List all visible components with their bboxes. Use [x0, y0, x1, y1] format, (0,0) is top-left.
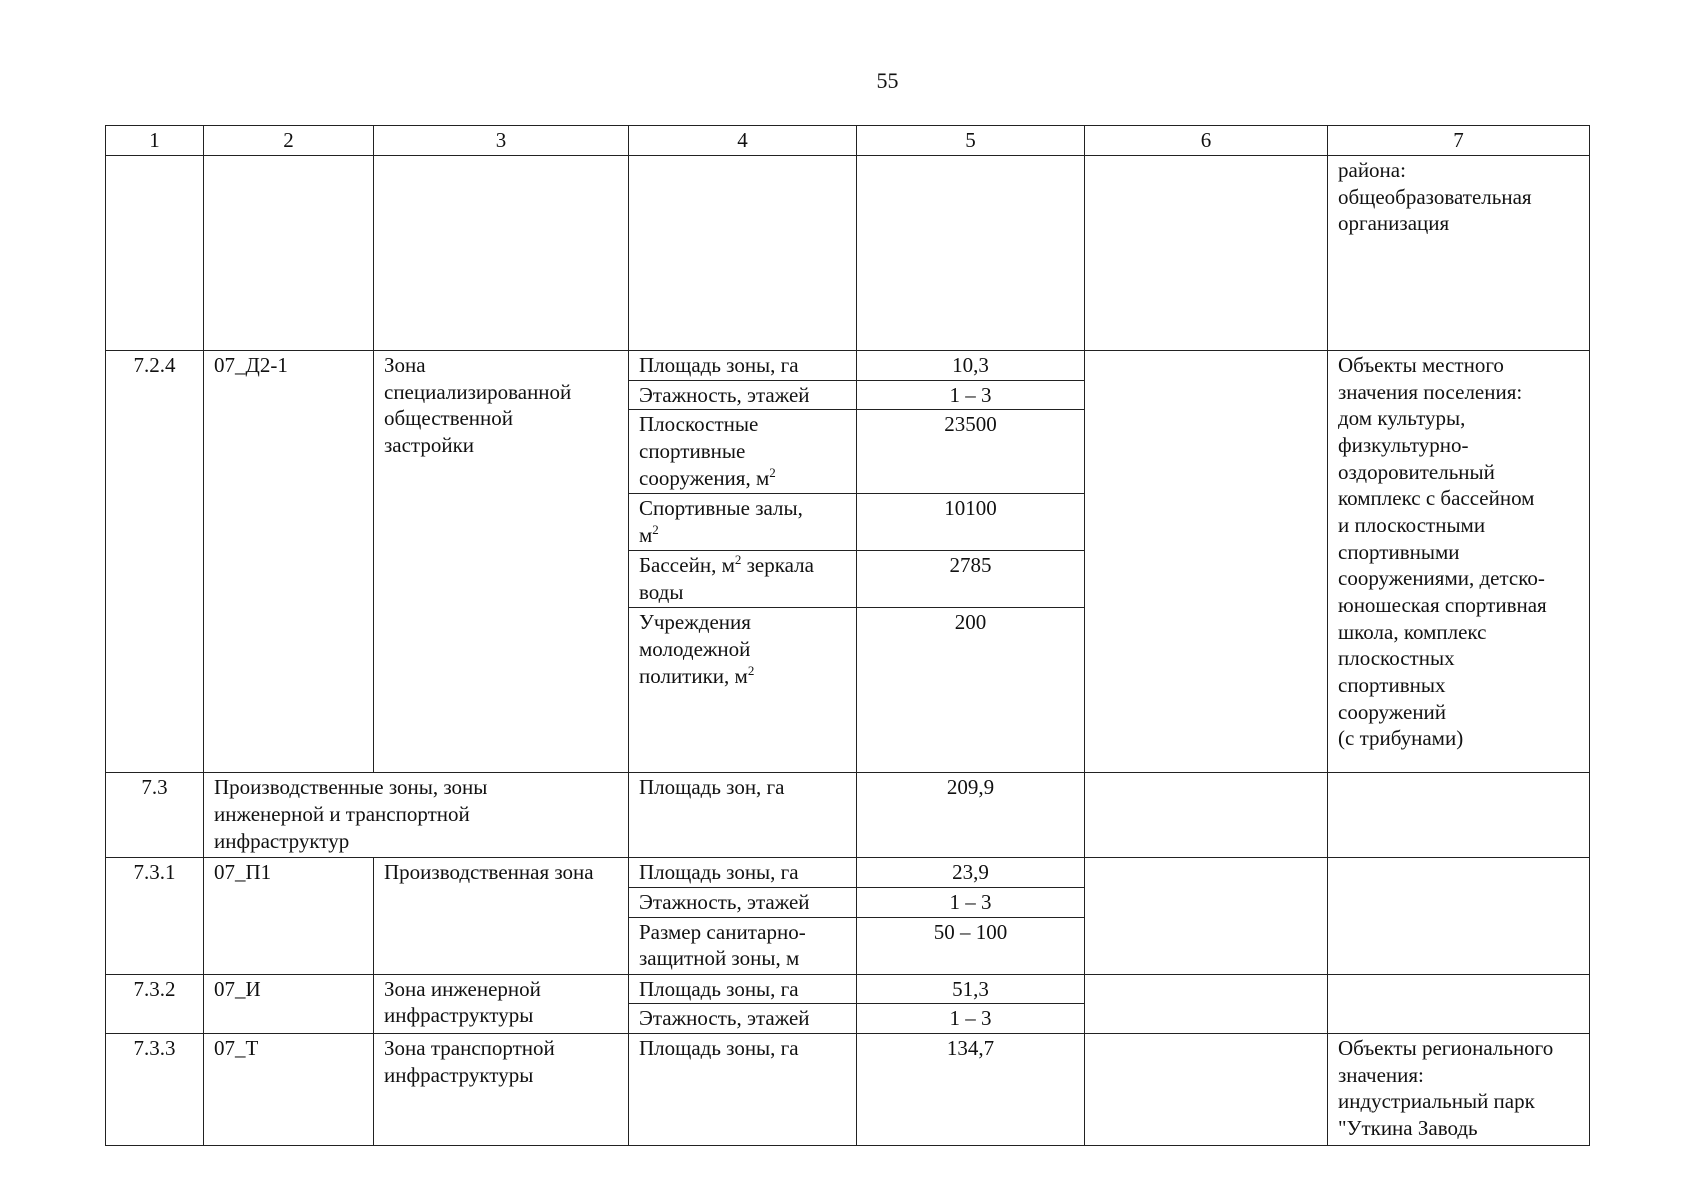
column-number-row: [106, 126, 1590, 156]
text-line: индустриальный парк: [1338, 1089, 1535, 1114]
param-label: [629, 917, 857, 974]
text-line: Площадь зоны, га: [639, 860, 799, 885]
param-value: 23500: [857, 410, 1085, 494]
table-cell: [1085, 351, 1328, 773]
param-value: 51,3: [857, 974, 1085, 1004]
text-line: Объекты регионального: [1338, 1035, 1554, 1060]
param-label: [629, 551, 857, 608]
objects-cell: [1328, 1033, 1590, 1145]
column-number: 3: [374, 126, 629, 156]
text-line: инфраструктур: [214, 828, 350, 853]
zone-name: Производственная зона: [374, 858, 629, 974]
text-line: сооружения, $м^2$: [639, 464, 776, 490]
superscript: 2: [652, 521, 659, 537]
text-line: Учреждения: [639, 610, 751, 635]
zone-code: 07_Т: [204, 1033, 374, 1145]
param-value: 200: [857, 608, 1085, 773]
table-cell: [1085, 773, 1328, 858]
text-line: общеобразовательная: [1338, 184, 1532, 209]
param-value: 50 – 100: [857, 917, 1085, 974]
text-line: Объекты местного: [1338, 353, 1504, 377]
param-label: [629, 887, 857, 917]
column-number: 1: [106, 126, 204, 156]
param-value: 1 – 3: [857, 380, 1085, 410]
column-number: 7: [1328, 126, 1590, 156]
text-line: Зона инженерной: [384, 976, 541, 1001]
table-row: [106, 974, 1590, 1004]
text-line: молодежной: [639, 636, 751, 661]
text-line: дом культуры,: [1338, 406, 1466, 431]
text-line: инженерной и транспортной: [214, 801, 470, 826]
table-cell: [374, 156, 629, 351]
text-line: воды: [639, 579, 684, 604]
text-line: значения:: [1338, 1062, 1424, 1087]
zones-table: [105, 125, 1590, 1146]
objects-cell: [1328, 773, 1590, 858]
table-row: [106, 773, 1590, 858]
text-line: Бассейн, $м^2$ зеркала: [639, 552, 814, 578]
text-line: (с трибунами): [1338, 726, 1464, 751]
text-line: застройки: [384, 432, 475, 457]
superscript: 2: [734, 552, 742, 568]
column-number: 6: [1085, 126, 1328, 156]
text-line: Зона: [384, 353, 426, 377]
zone-name: [204, 773, 629, 858]
text-line: Площадь зоны, га: [639, 353, 799, 377]
table-cell: [106, 156, 204, 351]
table-cell: [1085, 974, 1328, 1033]
text-line: спортивными: [1338, 539, 1460, 564]
text-line: общественной: [384, 406, 514, 431]
text-line: юношеская спортивная: [1338, 592, 1547, 617]
text-line: Площадь зоны, га: [639, 976, 799, 1001]
zone-name: [374, 1033, 629, 1145]
table-cell: [1085, 858, 1328, 974]
text-line: защитной зоны, м: [639, 946, 800, 971]
row-number: 7.3.2: [106, 974, 204, 1033]
objects-cell: [1328, 974, 1590, 1033]
zone-code: 07_И: [204, 974, 374, 1033]
objects-cell: [1328, 858, 1590, 974]
text-line: Этажность, этажей: [639, 1006, 810, 1031]
objects-cell: [1328, 156, 1590, 351]
table-row: [106, 156, 1590, 351]
param-value: 23,9: [857, 858, 1085, 888]
text-line: Плоскостные: [639, 412, 759, 437]
row-number: 7.3.3: [106, 1033, 204, 1145]
text-line: значения поселения:: [1338, 379, 1523, 404]
param-value: 134,7: [857, 1033, 1085, 1145]
param-label: [629, 858, 857, 888]
text-line: организация: [1338, 211, 1450, 236]
param-value: 10100: [857, 494, 1085, 551]
row-number: 7.3.1: [106, 858, 204, 974]
text-line: школа, комплекс: [1338, 619, 1487, 644]
text-line: Производственные зоны, зоны: [214, 775, 488, 800]
param-label: [629, 1004, 857, 1034]
column-number: 2: [204, 126, 374, 156]
text-line: специализированной: [384, 379, 572, 404]
param-label: [629, 494, 857, 551]
table-row: [106, 1033, 1590, 1145]
superscript: 2: [747, 662, 755, 678]
param-value: 1 – 3: [857, 887, 1085, 917]
column-number: 4: [629, 126, 857, 156]
text-line: Спортивные залы,: [639, 496, 803, 521]
text-line: "Уткина Заводь: [1338, 1115, 1478, 1140]
text-line: сооружениями, детско-: [1338, 566, 1545, 591]
param-label: [629, 380, 857, 410]
text-line: района:: [1338, 158, 1406, 182]
table-cell: [204, 156, 374, 351]
zone-code: 07_П1: [204, 858, 374, 974]
text-line: Размер санитарно-: [639, 919, 806, 944]
param-label: Площадь зон, га: [629, 773, 857, 858]
text-line: и плоскостными: [1338, 512, 1486, 537]
text-line: спортивных: [1338, 672, 1446, 697]
zone-code: 07_Д2-1: [204, 351, 374, 773]
param-label: Площадь зоны, га: [629, 1033, 857, 1145]
row-number: 7.3: [106, 773, 204, 858]
param-value: 10,3: [857, 351, 1085, 381]
page-number: 55: [876, 68, 899, 93]
text-line: инфраструктуры: [384, 1062, 534, 1087]
table-row: [106, 351, 1590, 381]
param-label: [629, 410, 857, 494]
text-line: $м^2$: [639, 521, 659, 547]
text-line: Этажность, этажей: [639, 382, 810, 407]
table-row: [106, 858, 1590, 888]
table-cell: [629, 156, 857, 351]
text-line: Этажность, этажей: [639, 889, 810, 914]
column-number: 5: [857, 126, 1085, 156]
text-line: сооружений: [1338, 699, 1447, 724]
text-line: инфраструктуры: [384, 1003, 534, 1028]
param-value: 2785: [857, 551, 1085, 608]
text-line: физкультурно-: [1338, 432, 1469, 457]
row-number: 7.2.4: [106, 351, 204, 773]
table-cell: [1085, 156, 1328, 351]
zone-name: [374, 351, 629, 773]
param-value: 1 – 3: [857, 1004, 1085, 1034]
text-line: политики, $м^2$: [639, 662, 755, 688]
text-line: Зона транспортной: [384, 1035, 555, 1060]
text-line: комплекс с бассейном: [1338, 486, 1535, 511]
table-cell: [857, 156, 1085, 351]
text-line: оздоровительный: [1338, 459, 1495, 484]
param-label: [629, 974, 857, 1004]
param-label: [629, 351, 857, 381]
table-cell: [1085, 1033, 1328, 1145]
objects-cell: [1328, 351, 1590, 773]
param-label: [629, 608, 857, 773]
param-value: 209,9: [857, 773, 1085, 858]
text-line: плоскостных: [1338, 646, 1455, 671]
text-line: спортивные: [639, 438, 746, 463]
zone-name: [374, 974, 629, 1033]
superscript: 2: [769, 464, 776, 480]
